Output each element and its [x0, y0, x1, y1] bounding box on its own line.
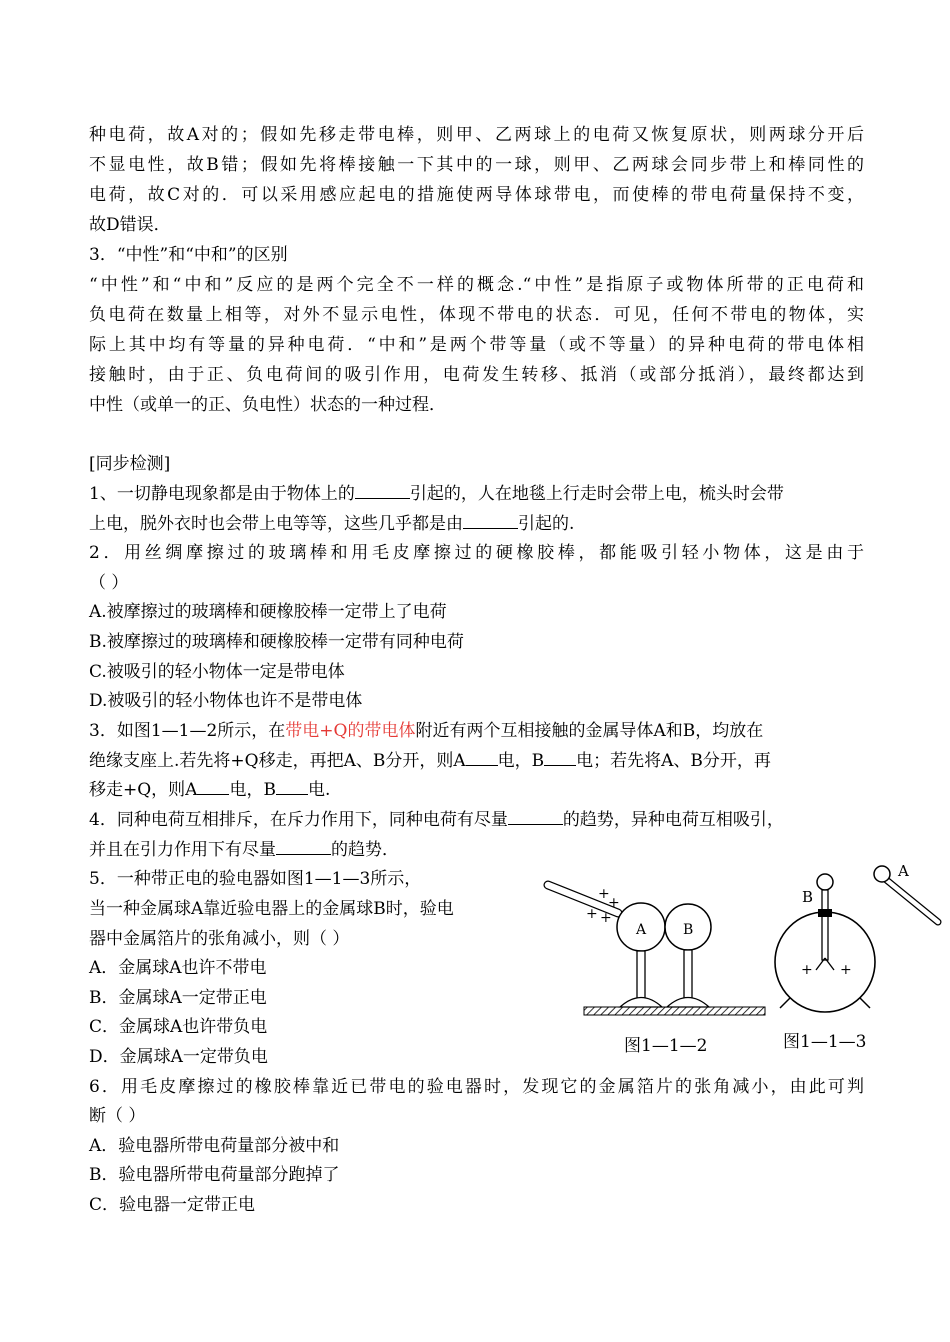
- paragraph-line: 种电荷，故A对的；假如先移走带电棒，则甲、乙两球上的电荷又恢复原状，则两球分开后: [89, 125, 864, 145]
- option-d: D.被吸引的轻小物体也许不是带电体: [89, 691, 363, 711]
- question-5-line: 当一种金属球A靠近验电器上的金属球B时，验电: [89, 899, 454, 919]
- stand-a: [637, 951, 645, 1001]
- metal-rod: [822, 890, 828, 960]
- answer-blank[interactable]: [276, 839, 331, 855]
- option-a: A.被摩擦过的玻璃棒和硬橡胶棒一定带上了电荷: [89, 602, 447, 622]
- question-6-line: 断（ ）: [89, 1106, 146, 1126]
- stand-b: [684, 950, 692, 1001]
- option-a: A．金属球A也许不带电: [89, 958, 267, 978]
- figure-caption: 图1—1—3: [783, 1032, 867, 1052]
- metal-ball-b: [817, 874, 833, 890]
- paragraph-line: 电荷，故C对的．可以采用感应起电的措施使两导体球带电，而使棒的带电荷量保持不变，: [89, 185, 864, 205]
- question-1-line: 1、一切静电现象都是由于物体上的 引起的，人在地毯上行走时会带上电，梳头时会带: [89, 484, 784, 504]
- insulating-stopper: [818, 909, 832, 917]
- option-c: C.被吸引的轻小物体一定是带电体: [89, 662, 345, 682]
- plus-sign: +: [801, 962, 813, 978]
- answer-blank[interactable]: [276, 779, 308, 795]
- case-leg: [780, 998, 790, 1008]
- base-a: [620, 998, 662, 1008]
- question-4-line: 并且在引力作用下有尽量 的趋势．: [89, 840, 399, 860]
- option-d: D．金属球A一定带负电: [89, 1047, 268, 1067]
- section-title: [同步检测]: [89, 454, 171, 474]
- question-3-line: 绝缘支座上.若先将+Q移走，再把A、B分开，则A 电，B 电；若先将A、B分开，再: [89, 751, 771, 771]
- question-2-paren: （ ）: [89, 573, 129, 593]
- section-heading: 3．“中性”和“中和”的区别: [89, 245, 288, 265]
- label-a: A: [636, 922, 647, 938]
- paragraph-line: 不显电性，故B错；假如先将棒接触一下其中的一球，则甲、乙两球会同步带上和棒同性的: [89, 155, 864, 175]
- foil-leaf: [816, 958, 825, 970]
- highlighted-text: 带电+Q的带电体: [285, 721, 416, 741]
- option-b: B．金属球A一定带正电: [89, 988, 267, 1008]
- question-1-line: 上电，脱外衣时也会带上电等等，这些几乎都是由 引起的.: [89, 514, 575, 534]
- option-b: B.被摩擦过的玻璃棒和硬橡胶棒一定带有同种电荷: [89, 632, 464, 652]
- label-b: B: [802, 888, 814, 906]
- question-3-line: 3．如图1—1—2所示，在带电+Q的带电体附近有两个互相接触的金属导体A和B，均放在: [89, 721, 764, 741]
- answer-blank[interactable]: [508, 809, 563, 825]
- plus-sign: +: [840, 962, 852, 978]
- question-5-line: 5．一种带正电的验电器如图1—1—3所示，: [89, 869, 422, 889]
- case-leg: [860, 998, 870, 1008]
- figure-1-1-2: [540, 870, 770, 1030]
- option-c: C．验电器一定带正电: [89, 1195, 256, 1215]
- paragraph-line: 接触时，由于正、负电荷间的吸引作用，电荷发生转移、抵消（或部分抵消），最终都达到: [89, 365, 864, 385]
- paragraph-line: 故D错误．: [89, 215, 171, 235]
- option-c: C．金属球A也许带负电: [89, 1017, 268, 1037]
- paragraph-line: 际上其中均有等量的异种电荷．“中和”是两个带等量（或不等量）的异种电荷的带电体相: [89, 335, 864, 355]
- plus-sign: +: [608, 895, 620, 911]
- plus-sign: +: [600, 910, 612, 926]
- question-2-line: 2．用丝绸摩擦过的玻璃棒和用毛皮摩擦过的硬橡胶棒，都能吸引轻小物体，这是由于: [89, 543, 864, 563]
- foil-leaf: [825, 958, 834, 970]
- paragraph-line: “中性”和“中和”反应的是两个完全不一样的概念.“中性”是指原子或物体所带的正电荷和: [89, 275, 864, 295]
- metal-ball-a: [874, 866, 890, 882]
- answer-blank[interactable]: [355, 483, 410, 499]
- label-a: A: [898, 862, 909, 880]
- base-b: [667, 998, 709, 1008]
- label-b: B: [683, 922, 694, 938]
- question-3-line: 移走+Q，则A 电，B 电.: [89, 780, 331, 800]
- paragraph-line: 负电荷在数量上相等，对外不显示电性，体现不带电的状态．可见，任何不带电的物体，实: [89, 305, 864, 325]
- plus-sign: +: [586, 906, 598, 922]
- answer-blank[interactable]: [463, 513, 518, 529]
- answer-blank[interactable]: [544, 750, 576, 766]
- figure-caption: 图1—1—2: [624, 1036, 708, 1056]
- plus-sign: +: [598, 886, 610, 902]
- answer-blank[interactable]: [197, 779, 229, 795]
- figure-1-1-3: [768, 858, 948, 1030]
- answer-blank[interactable]: [466, 750, 498, 766]
- paragraph-line: 中性（或单一的正、负电性）状态的一种过程．: [89, 395, 446, 415]
- question-6-line: 6．用毛皮摩擦过的橡胶棒靠近已带电的验电器时，发现它的金属箔片的张角减小，由此可判: [89, 1077, 864, 1097]
- question-5-line: 器中金属箔片的张角减小，则（ ）: [89, 929, 350, 949]
- question-4-line: 4．同种电荷互相排斥，在斥力作用下，同种电荷有尽量 的趋势，异种电荷互相吸引，: [89, 810, 784, 830]
- option-a: A．验电器所带电荷量部分被中和: [89, 1136, 340, 1156]
- option-b: B．验电器所带电荷量部分跑掉了: [89, 1165, 340, 1185]
- ground: [584, 1007, 765, 1015]
